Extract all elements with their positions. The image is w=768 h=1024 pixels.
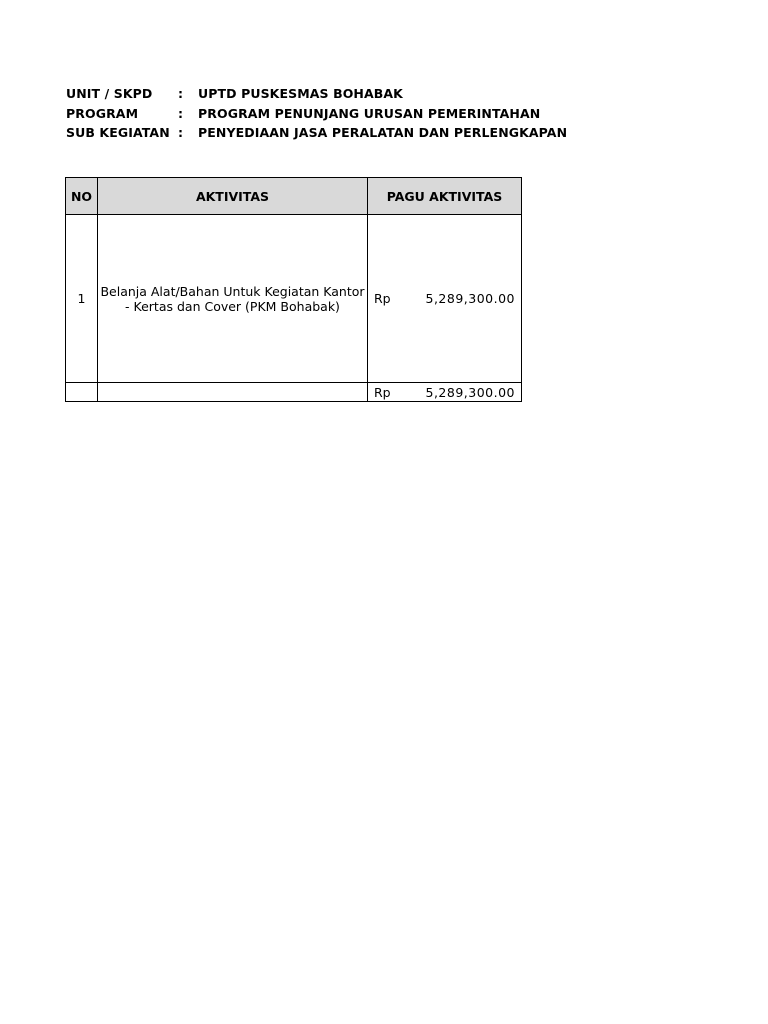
unit-label: UNIT / SKPD	[66, 86, 153, 102]
unit-value: UPTD PUSKESMAS BOHABAK	[198, 86, 403, 102]
program-value: PROGRAM PENUNJANG URUSAN PEMERINTAHAN	[198, 105, 541, 121]
table-header-row	[66, 178, 522, 215]
budget-cell	[368, 215, 522, 383]
activity-line-1: Belanja Alat/Bahan Untuk Kegiatan Kantor	[100, 283, 365, 299]
sub-activity-label: SUB KEGIATAN	[66, 125, 170, 141]
program-row	[66, 104, 541, 124]
col-header-activity: AKTIVITAS	[98, 178, 368, 215]
table-row	[66, 215, 522, 383]
total-amount: 5,289,300.00	[425, 384, 515, 400]
activity-table	[65, 177, 522, 402]
program-label: PROGRAM	[66, 105, 139, 121]
total-activity-cell	[98, 383, 368, 402]
activity-line-2: - Kertas dan Cover (PKM Bohabak)	[125, 298, 340, 314]
sub-activity-row	[66, 123, 568, 143]
unit-colon: :	[178, 86, 184, 102]
budget-amount: 5,289,300.00	[425, 291, 515, 306]
unit-row	[66, 84, 520, 104]
total-row	[66, 383, 522, 402]
total-budget-cell	[368, 383, 522, 402]
total-currency: Rp	[374, 384, 391, 400]
col-header-budget: PAGU AKTIVITAS	[368, 178, 522, 215]
col-header-no: NO	[66, 178, 98, 215]
program-colon: :	[178, 105, 184, 121]
total-no-cell	[66, 383, 98, 402]
activity-cell	[98, 215, 368, 383]
budget-currency: Rp	[374, 291, 391, 306]
document-header	[66, 84, 568, 143]
sub-activity-colon: :	[178, 125, 184, 141]
row-number: 1	[66, 215, 98, 383]
sub-activity-value: PENYEDIAAN JASA PERALATAN DAN PERLENGKAPAN	[198, 125, 568, 141]
